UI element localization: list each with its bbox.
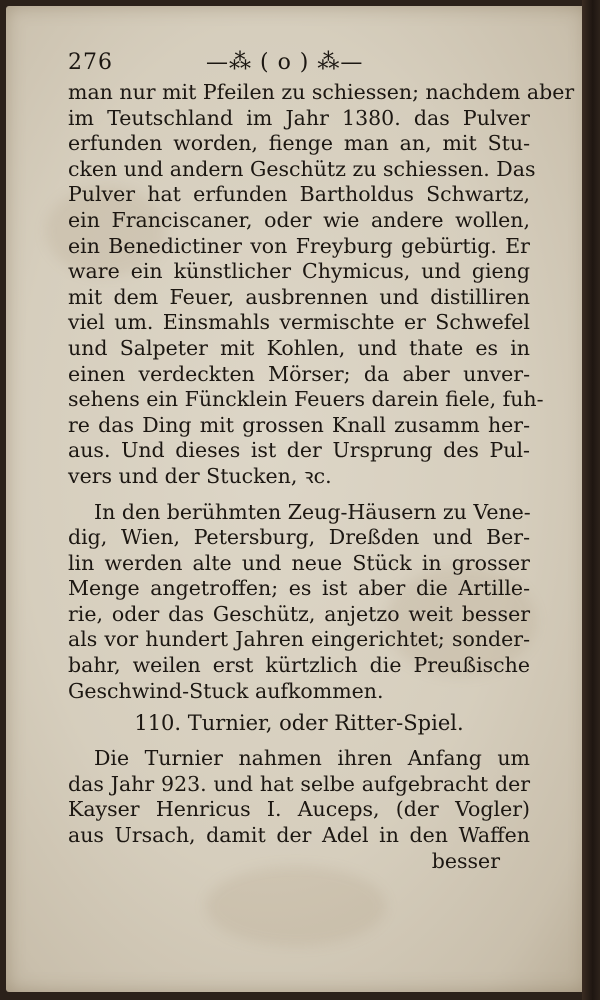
- header-ornament: —⁂ ( o ) ⁂—: [206, 50, 364, 75]
- text-line: aus. Und dieses ist der Ursprung des Pul-: [68, 438, 530, 463]
- paragraph-3: [68, 746, 530, 848]
- text-line: rie, oder das Geschütz, anjetzo weit besser: [68, 601, 530, 626]
- text-line: ein Franciscaner, oder wie andere wollen,: [68, 207, 530, 232]
- text-line: einen verdeckten Mörser; da aber unver-: [68, 361, 530, 386]
- text-line: Kayser Henricus I. Auceps, (der Vogler): [68, 797, 530, 822]
- catchword-row: [68, 849, 530, 875]
- text-line: und Salpeter mit Kohlen, und thate es in: [68, 335, 530, 360]
- text-line: aus Ursach, damit der Adel in den Waffen: [68, 823, 530, 848]
- text-line: lin werden alte und neue Stück in grosser: [68, 550, 530, 575]
- paragraph-1: [68, 80, 575, 490]
- text-line: Pulver hat erfunden Bartholdus Schwartz,: [68, 182, 530, 207]
- section-heading: 110. Turnier, oder Ritter-Spiel.: [134, 711, 464, 736]
- catchword: besser: [431, 848, 500, 873]
- paper-stain: [206, 866, 386, 946]
- running-header: [68, 46, 530, 80]
- text-line: Die Turnier nahmen ihren Anfang um: [94, 746, 530, 771]
- text-line: im Teutschland im Jahr 1380. das Pulver: [68, 105, 530, 130]
- text-line: In den berühmten Zeug-Häusern zu Vene-: [94, 499, 531, 524]
- text-line: ein Benedictiner von Freyburg gebürtig. Er: [68, 233, 530, 258]
- text-line: als vor hundert Jahren eingerichtet; sonder-: [68, 627, 530, 652]
- text-line: Menge angetroffen; es ist aber die Artille-: [68, 576, 530, 601]
- text-line: erfunden worden, fienge man an, mit Stu-: [68, 131, 530, 156]
- text-line: das Jahr 923. und hat selbe aufgebracht der: [68, 771, 530, 796]
- text-block: [68, 46, 575, 875]
- book-spine-edge: [582, 0, 600, 1000]
- text-line: dig, Wien, Petersburg, Dreßden und Ber-: [68, 525, 530, 550]
- text-line: re das Ding mit grossen Knall zusamm her-: [68, 412, 530, 437]
- text-line: man nur mit Pfeilen zu schiessen; nachdem aber: [68, 80, 575, 104]
- paragraph-gap: [68, 490, 530, 500]
- text-line: ware ein künstlicher Chymicus, und gieng: [68, 259, 530, 284]
- text-line: vers und der Stucken, ꝛc.: [68, 463, 332, 488]
- text-line: cken und andern Geschütz zu schiessen. Das: [68, 156, 536, 181]
- page-number: 276: [68, 50, 113, 75]
- text-line: viel um. Einsmahls vermischte er Schwefel: [68, 310, 530, 335]
- text-line: mit dem Feuer, ausbrennen und distilliren: [68, 284, 530, 309]
- text-line: sehens ein Füncklein Feuers darein fiele, fuh-: [68, 387, 544, 412]
- text-line: Geschwind-Stuck aufkommen.: [68, 678, 384, 703]
- paragraph-2: [68, 500, 530, 705]
- text-line: bahr, weilen erst kürtzlich die Preußische: [68, 653, 530, 678]
